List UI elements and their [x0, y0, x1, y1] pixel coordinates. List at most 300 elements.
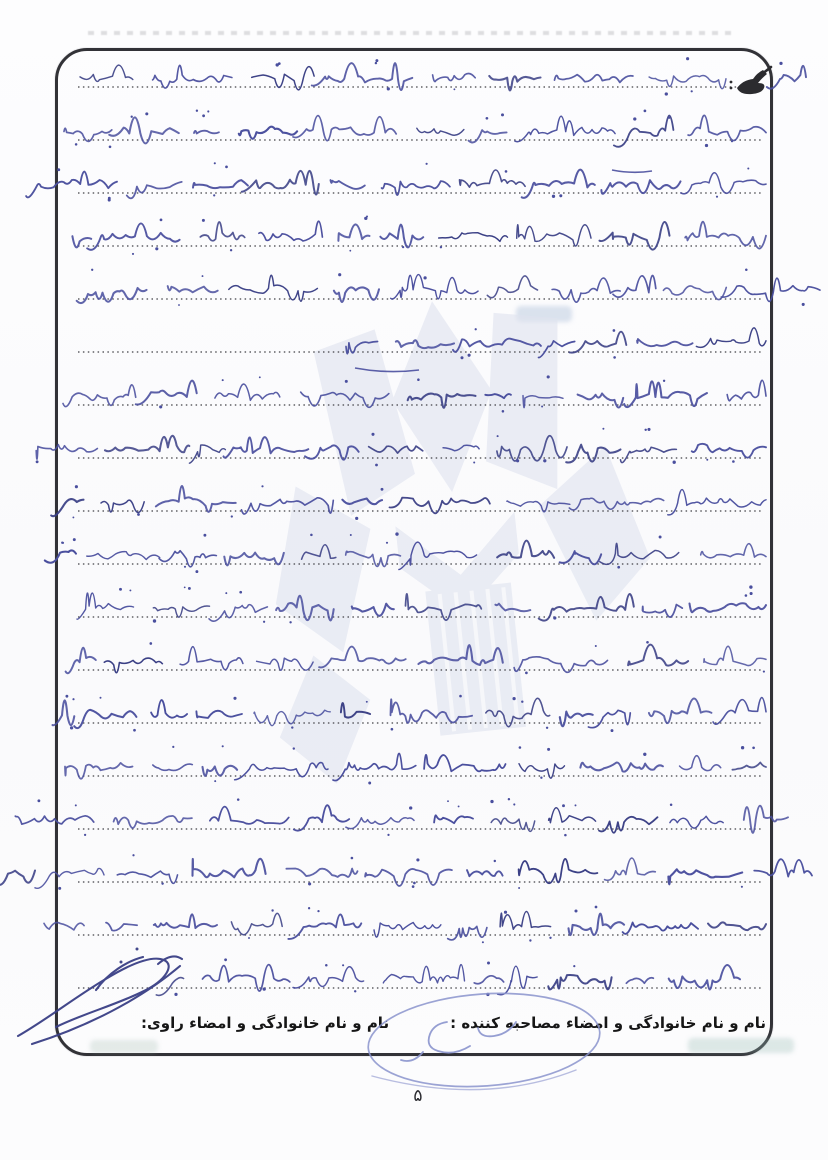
handwritten-word [36, 445, 97, 459]
handwriting-dot [752, 746, 755, 749]
handwriting-dot [512, 697, 515, 700]
handwriting-dot [546, 727, 548, 729]
handwritten-word [467, 870, 503, 876]
handwriting-dot [195, 570, 198, 573]
handwriting-dot [595, 645, 597, 647]
handwriting-dot [184, 587, 186, 589]
handwriting-dot [355, 517, 358, 520]
handwriting-dot [547, 375, 550, 378]
interviewer-signature-label: نام و نام خانوادگی و امضاء مصاحبه کننده : [450, 1014, 766, 1032]
handwritten-word [224, 437, 309, 458]
handwriting-dot [552, 195, 555, 198]
handwriting-dot [575, 804, 577, 806]
handwriting-dot [475, 328, 477, 330]
handwritten-word [623, 923, 699, 934]
handwriting-dot [574, 909, 577, 912]
handwriting-dot [547, 748, 550, 751]
handwriting-dot [602, 428, 604, 430]
handwriting-dot [541, 405, 543, 407]
handwritten-word [194, 131, 219, 134]
handwritten-word [474, 976, 504, 984]
handwriting-dot [174, 993, 177, 996]
handwriting-dot [214, 162, 216, 164]
handwriting-dot [231, 515, 233, 517]
handwriting-dot [188, 587, 191, 590]
handwriting-dot [402, 246, 404, 248]
handwriting-dot [278, 62, 281, 65]
handwriting-dot [387, 834, 389, 836]
handwritten-word [203, 766, 238, 776]
handwritten-word [168, 286, 218, 292]
handwritten-word [109, 117, 179, 143]
handwritten-word [570, 332, 627, 353]
handwriting-dot [643, 753, 646, 756]
handwriting-dot [222, 379, 224, 381]
handwriting-dot [617, 566, 620, 569]
handwritten-word [346, 818, 414, 829]
handwriting-dot [239, 591, 242, 594]
handwritten-word [380, 225, 423, 248]
handwriting-dot [473, 461, 475, 463]
handwritten-word [614, 115, 674, 146]
handwriting-dot [375, 464, 378, 467]
handwriting-dot [482, 941, 484, 943]
handwriting-dot [225, 166, 228, 169]
handwriting-dot [129, 589, 131, 591]
handwritten-word [569, 914, 625, 935]
handwriting-dot [460, 356, 463, 359]
handwritten-word [599, 817, 658, 833]
handwritten-word [105, 436, 189, 452]
handwriting-dot [513, 803, 515, 805]
handwritten-word [732, 763, 766, 770]
handwriting-dot [308, 882, 311, 885]
handwritten-word [74, 710, 136, 728]
handwritten-word [439, 233, 508, 242]
handwritten-word [433, 73, 476, 81]
handwritten-word [628, 645, 688, 666]
handwritten-word [704, 646, 766, 665]
handwritten-word [338, 224, 369, 240]
handwritten-word [519, 859, 598, 883]
handwriting-dot [659, 536, 662, 539]
handwriting-dot [543, 459, 546, 462]
handwriting-dot [259, 376, 261, 378]
handwriting-dot [763, 671, 765, 673]
handwritten-word [637, 339, 693, 346]
handwritten-word [0, 871, 35, 885]
handwritten-word [555, 75, 633, 83]
handwriting-dot [153, 619, 156, 622]
handwriting-dot [490, 800, 493, 803]
handwritten-word [156, 486, 236, 512]
handwriting-dot [159, 405, 162, 408]
handwritten-word [153, 764, 193, 770]
handwriting-dot [65, 695, 68, 698]
handwritten-word [727, 380, 766, 400]
handwriting-dot [705, 144, 708, 147]
handwritten-word [668, 490, 766, 515]
handwritten-word [560, 712, 593, 727]
handwritten-word [51, 499, 83, 516]
handwritten-word [517, 225, 591, 246]
handwritten-word [77, 593, 134, 619]
handwritten-word [151, 700, 187, 718]
handwriting-dot [293, 747, 295, 749]
handwriting-dot [57, 168, 60, 171]
handwriting-dot [386, 542, 388, 544]
handwriting-dot [647, 428, 650, 431]
handwriting-dot [160, 219, 163, 222]
handwritten-word [53, 700, 75, 725]
handwriting-dot [741, 746, 744, 749]
handwriting-dot [109, 145, 112, 148]
handwriting-dot [747, 167, 749, 169]
handwriting-dot [745, 269, 748, 272]
handwritten-word [549, 808, 596, 823]
handwriting-dot [289, 621, 291, 623]
handwriting-dot [263, 621, 265, 623]
handwritten-word [242, 171, 319, 195]
handwritten-word [87, 552, 160, 560]
handwriting-dot [673, 461, 676, 464]
handwritten-word [690, 603, 767, 612]
handwriting-dot [559, 194, 562, 197]
handwriting-dot [137, 513, 140, 516]
handwriting-dot [409, 806, 412, 809]
handwriting-dot [202, 114, 205, 117]
handwriting-dot [518, 887, 520, 889]
handwriting-dot [686, 57, 689, 60]
handwriting-dot [529, 939, 531, 941]
handwriting-dot [381, 488, 384, 491]
handwritten-word [681, 173, 766, 194]
handwritten-word [713, 698, 766, 725]
handwritten-word [259, 221, 323, 241]
handwritten-word [701, 544, 766, 558]
handwriting-dot [308, 907, 310, 909]
handwritten-word [680, 756, 721, 771]
handwritten-word [649, 698, 712, 723]
handwriting-dot [133, 729, 136, 732]
handwritten-word [670, 816, 723, 828]
handwriting-dot [73, 538, 76, 541]
handwritten-word [193, 859, 266, 877]
handwriting-dot [70, 726, 73, 729]
handwritten-word [44, 923, 84, 930]
handwritten-word [154, 914, 217, 928]
handwriting-dot [345, 380, 348, 383]
handwriting-dot [354, 990, 356, 992]
handwritten-word [448, 926, 487, 940]
handwritten-word [669, 965, 740, 990]
handwriting-dot [72, 516, 74, 518]
handwriting-dot [562, 804, 565, 807]
handwriting-dot [91, 269, 93, 271]
handwriting-dot [58, 887, 61, 890]
handwriting-dot [237, 798, 240, 801]
handwriting-dot [663, 380, 665, 382]
handwriting-dot [368, 782, 371, 785]
handwritten-word [601, 180, 680, 194]
handwritten-word [578, 394, 624, 408]
handwriting-dot [573, 965, 575, 967]
handwritten-word [153, 65, 232, 88]
handwriting-dot [391, 728, 394, 731]
handwriting-dot [749, 585, 752, 588]
handwriting-dot [502, 410, 505, 413]
handwriting-dot [172, 746, 174, 748]
handwritten-word [643, 605, 683, 617]
handwriting-dot [263, 987, 266, 990]
handwritten-word [613, 276, 656, 298]
handwriting-dot [75, 485, 78, 488]
handwritten-word [334, 287, 379, 302]
handwritten-word [649, 75, 726, 88]
handwriting-dot [36, 460, 39, 463]
watermark-emblem [236, 281, 670, 789]
handwriting-dot [131, 116, 133, 118]
handwritten-word [196, 711, 242, 718]
handwritten-word [566, 445, 620, 463]
handwriting-dot [349, 250, 351, 252]
handwritten-word [548, 975, 611, 989]
handwriting-dot [395, 532, 398, 535]
handwriting-dot [508, 798, 510, 800]
handwriting-dot [505, 170, 508, 173]
handwriting-dot [516, 459, 519, 462]
handwriting-dot [72, 698, 74, 700]
handwritten-word [605, 858, 656, 880]
handwritten-word [352, 604, 394, 616]
handwritten-word [552, 278, 620, 302]
handwriting-dot [613, 329, 616, 332]
handwritten-word [383, 965, 464, 983]
handwritten-word [331, 180, 365, 189]
handwriting-dot [202, 219, 205, 222]
interviewer-signature [365, 986, 603, 1094]
handwriting-dot [342, 964, 344, 966]
handwriting-dot [375, 62, 377, 64]
handwriting-dot [521, 700, 523, 702]
handwritten-word [391, 275, 478, 299]
handwritten-word [106, 923, 137, 931]
handwriting-dot [553, 616, 556, 619]
handwriting-dot [202, 275, 204, 277]
handwriting-dot [207, 110, 209, 112]
handwriting-dot [646, 641, 649, 644]
handwriting-dot [366, 216, 368, 218]
handwriting-dot [504, 911, 507, 914]
handwriting-dot [155, 247, 158, 250]
handwriting-dot [149, 642, 152, 645]
handwriting-dot [613, 356, 616, 359]
handwriting-dot [549, 937, 551, 939]
handwriting-dot [178, 304, 180, 306]
handwriting-dot [413, 882, 416, 885]
handwritten-word [721, 278, 820, 301]
handwriting-dot [213, 194, 215, 196]
handwritten-word [390, 498, 490, 514]
handwriting-dot [486, 117, 489, 120]
handwriting-dot [84, 834, 86, 836]
handwriting-dot [132, 253, 134, 255]
handwriting-dot [261, 485, 263, 487]
handwritten-word [424, 755, 505, 771]
handwriting-dot [271, 909, 273, 911]
handwritten-word [692, 444, 766, 458]
handwritten-word [319, 647, 406, 668]
handwritten-word [365, 869, 452, 886]
handwritten-word [114, 816, 192, 828]
handwriting-dot [417, 378, 420, 381]
handwritten-word [209, 605, 267, 622]
handwritten-word [35, 868, 104, 888]
handwriting-dot [440, 246, 442, 248]
handwriting-dot [350, 534, 352, 536]
page-number: ۵ [413, 1086, 423, 1106]
handwriting-dot [741, 886, 743, 888]
handwriting-dot [665, 92, 668, 95]
handwritten-word [180, 647, 243, 670]
handwriting-dot [145, 112, 148, 115]
handwritten-word [15, 816, 94, 824]
handwritten-word [294, 805, 349, 830]
handwriting-dot [366, 701, 368, 703]
handwritten-word [257, 658, 314, 670]
handwritten-word [580, 763, 663, 772]
handwritten-word [515, 116, 615, 142]
handwriting-dot [501, 113, 504, 116]
handwritten-word [312, 63, 412, 90]
handwriting-dot [644, 110, 647, 113]
handwriting-dot [351, 857, 354, 860]
handwriting-dot [525, 672, 528, 675]
handwritten-word [136, 381, 197, 405]
handwritten-word [696, 328, 766, 348]
handwriting-dot [670, 803, 673, 806]
handwriting-dot [750, 592, 753, 595]
handwritten-word [434, 815, 473, 823]
handwritten-word [588, 710, 630, 727]
handwriting-dot [371, 433, 374, 436]
handwritten-word [153, 606, 209, 617]
handwritten-word [487, 276, 537, 298]
handwritten-word [193, 180, 248, 188]
handwriting-dot [494, 860, 496, 862]
handwritten-word [235, 763, 328, 780]
handwriting-dot [497, 435, 499, 437]
handwriting-dot [468, 354, 471, 357]
handwriting-dot [132, 854, 134, 856]
handwritten-word [231, 913, 282, 934]
handwritten-word [229, 275, 318, 301]
handwriting-dot [716, 196, 718, 198]
handwritten-word [66, 648, 96, 673]
handwriting-dot [519, 746, 522, 749]
handwriting-dot [291, 726, 293, 728]
handwriting-dot [230, 249, 232, 251]
handwriting-dot [595, 906, 598, 909]
handwriting-dot [691, 90, 693, 92]
handwriting-dot [317, 910, 319, 912]
handwriting-dot [75, 804, 77, 806]
handwritten-word [500, 911, 550, 929]
handwritten-word [460, 170, 526, 187]
handwritten-word [754, 859, 812, 876]
handwriting-dot [779, 62, 782, 65]
handwritten-word [63, 385, 136, 407]
handwriting-dot [731, 140, 733, 142]
handwritten-word [519, 764, 565, 778]
handwritten-word [600, 222, 670, 250]
handwritten-word [663, 286, 726, 300]
handwriting-layer [0, 57, 820, 996]
handwriting-dot [458, 805, 460, 807]
handwriting-dot [338, 273, 341, 276]
handwriting-dot [225, 592, 227, 594]
handwriting-dot [644, 429, 646, 431]
handwritten-word [80, 65, 133, 81]
handwritten-word [621, 447, 677, 462]
handwriting-dot [248, 937, 250, 939]
handwriting-dot [802, 303, 805, 306]
handwritten-word [189, 445, 225, 463]
handwriting-dot [447, 800, 449, 802]
handwriting-dot [540, 777, 542, 779]
handwriting-dot [668, 117, 670, 119]
handwritten-word [215, 384, 280, 400]
handwriting-dot [453, 88, 455, 90]
handwriting-dot [416, 858, 419, 861]
handwriting-dot [161, 882, 163, 884]
handwriting-dot [61, 541, 63, 543]
handwriting-dot [75, 143, 78, 146]
handwritten-word [744, 806, 788, 833]
handwriting-dot [325, 964, 328, 967]
handwriting-dot [224, 958, 227, 961]
handwriting-dot [611, 729, 614, 732]
handwriting-dot [732, 460, 735, 463]
handwriting-dot [203, 534, 206, 537]
handwriting-dot [487, 962, 490, 965]
narrator-signature-label: نام و نام خانوادگی و امضاء راوی: [141, 1014, 390, 1032]
handwriting-dot [310, 534, 313, 537]
handwritten-word [210, 807, 289, 824]
handwriting-dot [37, 799, 40, 802]
handwriting-dot [706, 459, 708, 461]
handwritten-word [293, 116, 396, 141]
handwriting-dot [412, 885, 415, 888]
handwritten-word [489, 76, 540, 90]
handwritten-word [45, 550, 76, 562]
handwritten-word [417, 128, 464, 135]
handwritten-word [491, 818, 535, 831]
handwriting-dot [423, 276, 426, 279]
handwritten-word [239, 127, 297, 139]
handwriting-dot [375, 59, 378, 62]
handwriting-dot [459, 695, 462, 698]
handwriting-dot [108, 197, 111, 200]
handwritten-word [77, 288, 147, 303]
handwriting-dot [100, 697, 102, 699]
writing-hand-icon [727, 64, 773, 100]
handwriting-dot [233, 697, 236, 700]
handwritten-word [127, 182, 182, 198]
handwriting-dot [184, 566, 186, 568]
handwriting-dot [745, 594, 748, 597]
handwriting-dot [564, 834, 567, 837]
